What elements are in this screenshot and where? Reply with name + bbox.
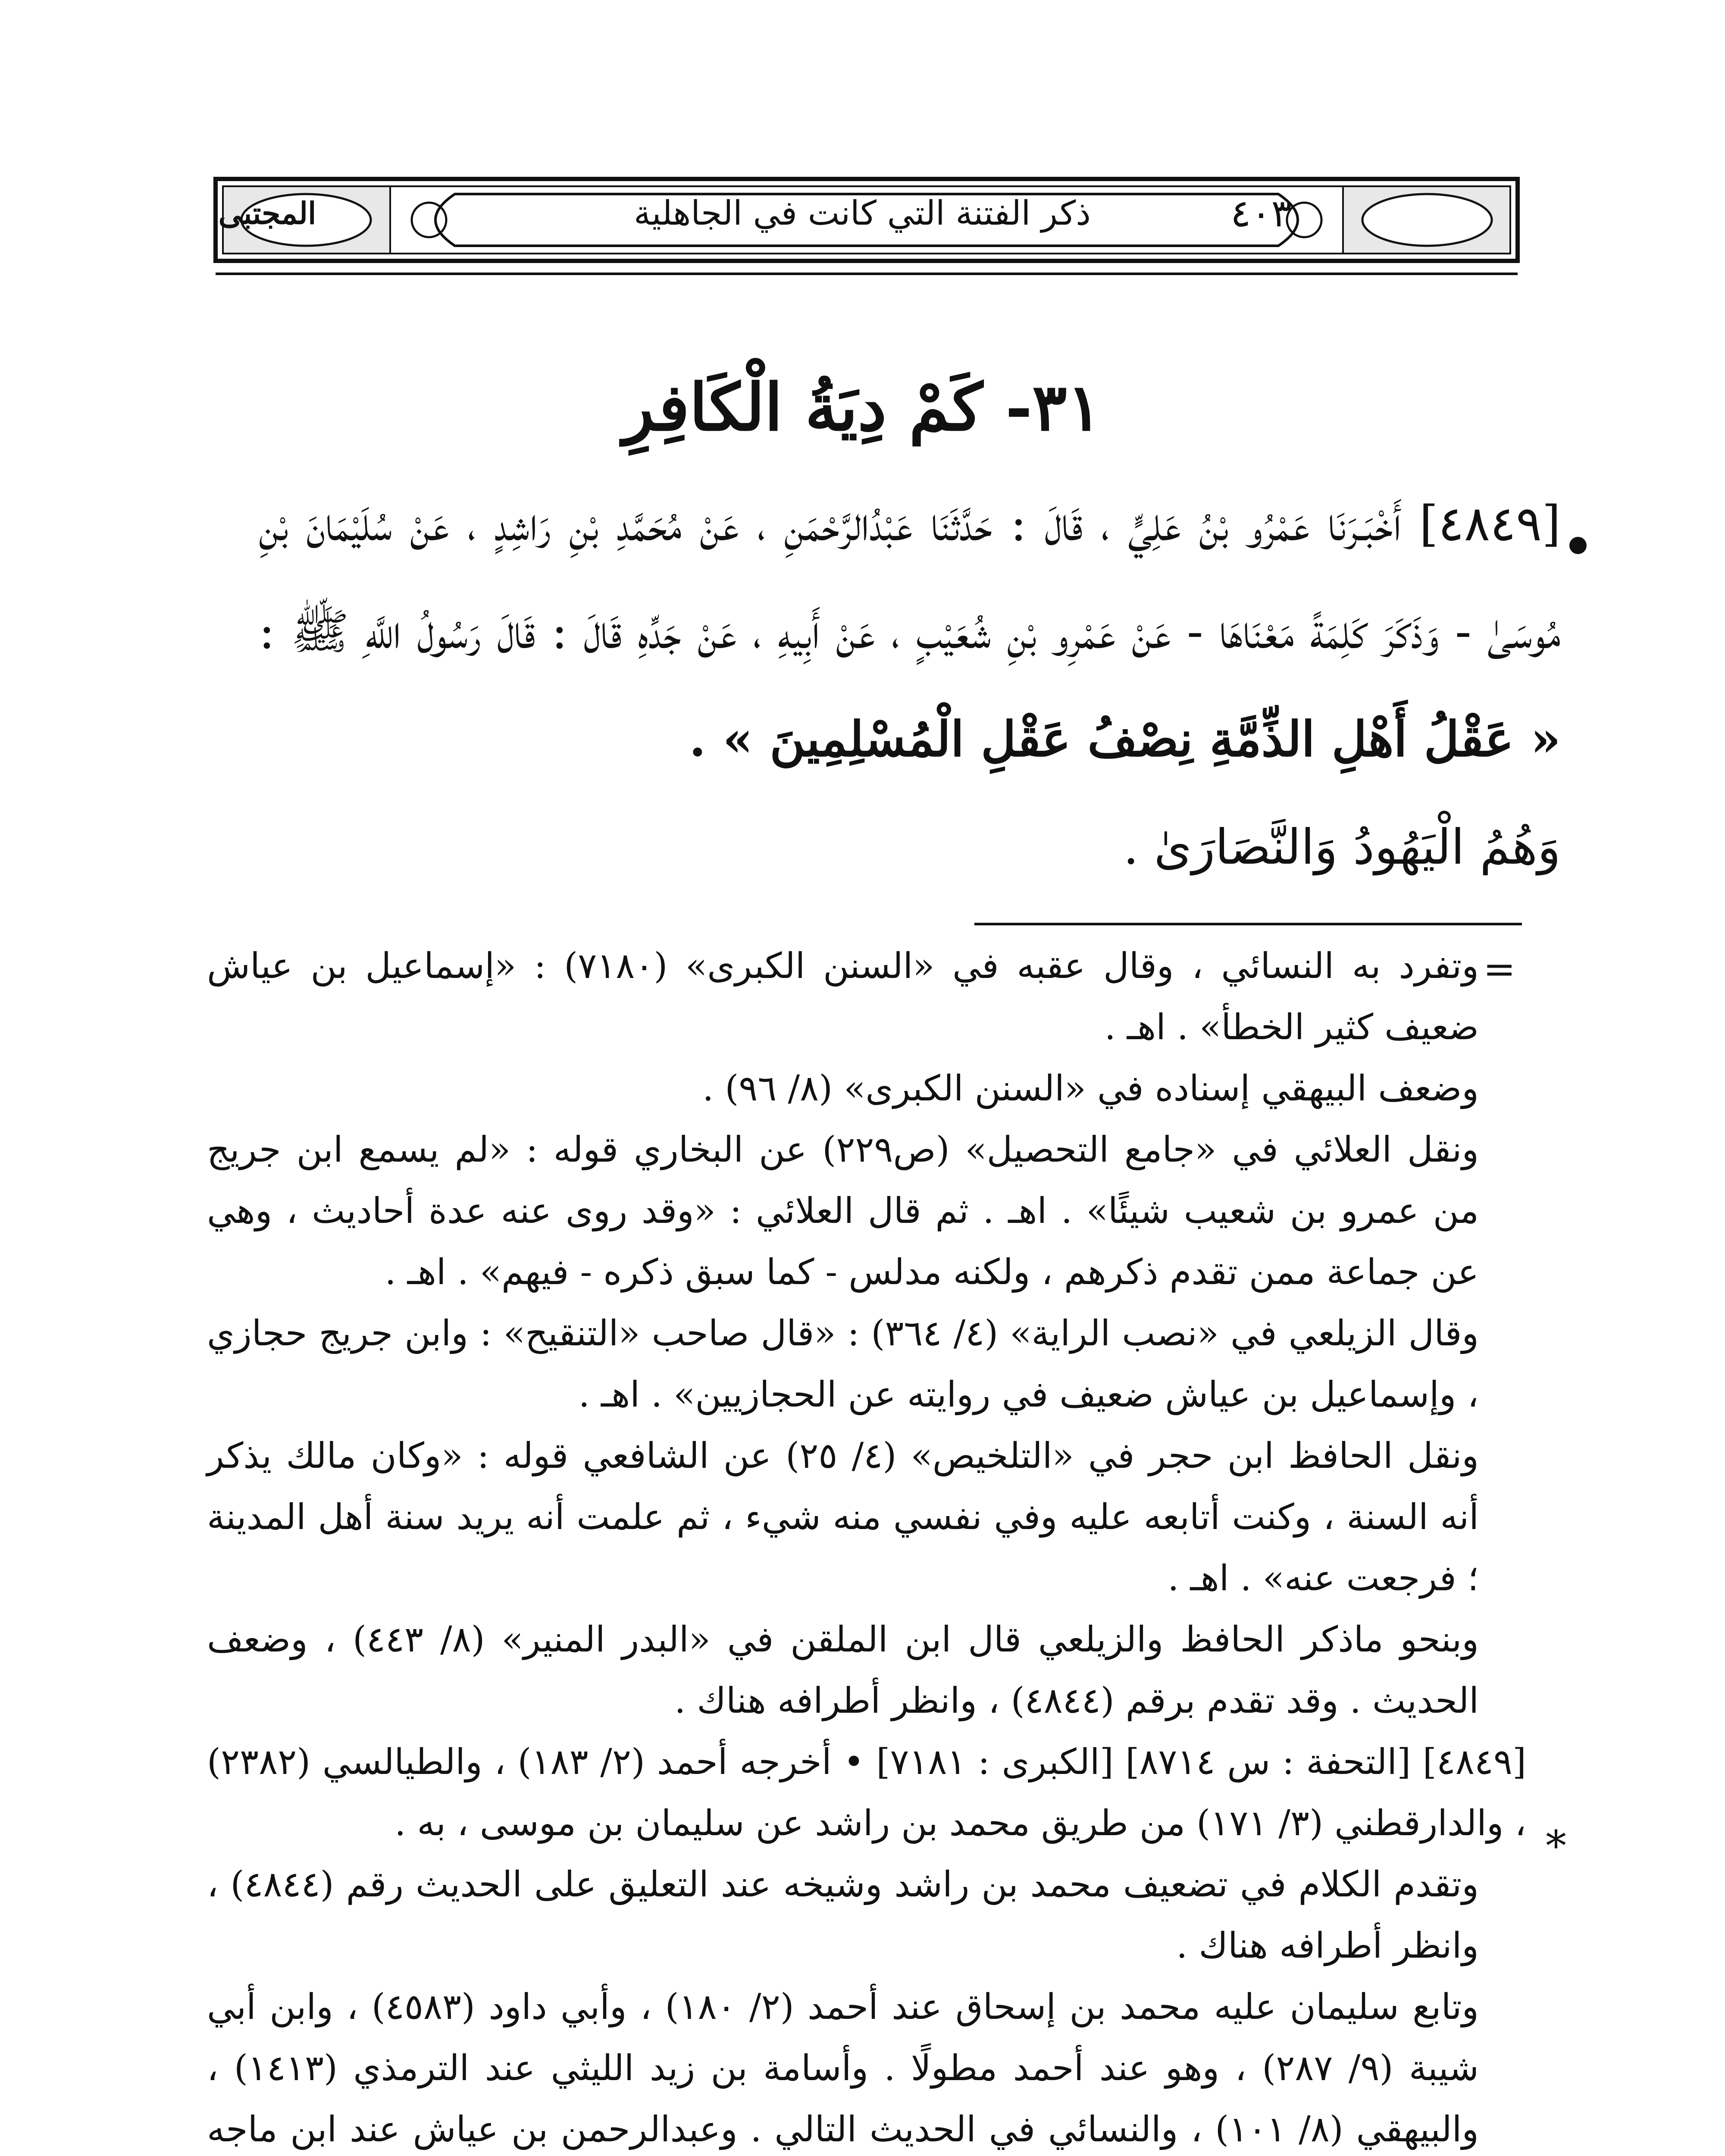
hadith-closing: وَهُمُ الْيَهُودُ وَالنَّصَارَىٰ . xyxy=(1123,819,1561,875)
footnote-paragraph: وتفرد به النسائي ، وقال عقبه في «السنن الكبرى» (٧١٨٠) : «إسماعيل بن عياش ضعيف كثير الخطأ» . اهـ . xyxy=(207,946,1479,1048)
footnote-paragraph: ونقل الحافظ ابن حجر في «التلخيص» (٤/ ٢٥) عن الشافعي قوله : «وكان مالك يذكر أنه السنة ، وكنت أتابعه عليه وفي نفسي منه شيء ، ثم علمت أنه يريد سنة أهل المدينة ؛ فرجعت عنه» . اهـ . xyxy=(207,1435,1479,1599)
hadith-quote: « عَقْلُ أَهْلِ الذِّمَّةِ نِصْفُ عَقْلِ الْمُسْلِمِينَ » . xyxy=(689,711,1561,768)
footnote-paragraph: وبنحو ماذكر الحافظ والزيلعي قال ابن الملقن في «البدر المنير» (٨/ ٤٤٣) ، وضعف الحديث . وقد تقدم برقم (٤٨٤٤) ، وانظر أطرافه هناك . xyxy=(207,1619,1479,1721)
hadith-line: [٤٨٤٩] أَخْبَـرَنَا عَمْرُو بْنُ عَلِيٍّ ، قَالَ : حَدَّثَنَا عَبْدُالرَّحْمَنِ ، عَنْ مُحَمَّدِ بْنِ رَاشِدٍ ، xyxy=(467,496,1561,552)
hadith-line: جَدِّهِ قَالَ : قَالَ رَسُولُ اللَّهِ ﷺ : xyxy=(259,604,682,660)
book-logo: المجتبى xyxy=(218,195,316,231)
continuation-mark: = xyxy=(1483,946,1516,992)
footnote-paragraph: ونقل العلائي في «جامع التحصيل» (ص٢٢٩) عن البخاري قوله : «لم يسمع ابن جريج من عمرو بن شعيب شيئًا» . اهـ . ثم قال العلائي : «وقد روى عنه عدة أحاديث ، وهي عن جماعة ممن تقدم ذكرهم ، ولكنه مدلس - كما سبق ذكره - فيهم» . اهـ . xyxy=(207,1129,1479,1293)
page-number: ٤٠٣ xyxy=(1230,191,1292,235)
hadith-text xyxy=(259,470,1561,901)
chapter-title: ٣١- كَمْ دِيَةُ الْكَافِرِ xyxy=(623,370,1102,445)
running-title: ذكر الفتنة التي كانت في الجاهلية xyxy=(633,194,1091,233)
footnote-paragraph: وقال الزيلعي في «نصب الراية» (٤/ ٣٦٤) : «قال صاحب «التنقيح» : وابن جريج حجازي ، وإسماعيل بن عياش ضعيف في روايته عن الحجازيين» . اهـ . xyxy=(207,1313,1479,1415)
takhrij-paragraph: وتابع سليمان عليه محمد بن إسحاق عند أحمد (٢/ ١٨٠) ، وأبي داود (٤٥٨٣) ، وابن أبي شيبة (٩/ ٢٨٧) ، وهو عند أحمد مطولًا . وأسامة بن زيد الليثي عند الترمذي (١٤١٣) ، والبيهقي (٨/ ١٠١) ، والنسائي في الحديث التالي . وعبدالرحمن بن عياش عند ابن ماجه xyxy=(207,1987,1479,2150)
takhrij-paragraph: وتقدم الكلام في تضعيف محمد بن راشد وشيخه عند التعليق على الحديث رقم (٤٨٤٤) ، وانظر أطرافه هناك . xyxy=(207,1864,1479,1966)
footnotes xyxy=(207,936,1526,2156)
footnote-paragraph: وضعف البيهقي إسناده في «السنن الكبرى» (٨/ ٩٦) . xyxy=(702,1068,1479,1109)
takhrij-star-icon: * xyxy=(1546,1822,1566,1870)
footnote-divider xyxy=(974,923,1522,925)
hadith-bullet-icon xyxy=(1569,537,1587,554)
hadith-line: عَنْ سُلَيْمَانَ بْنِ مُوسَىٰ - وَذَكَرَ كَلِمَةً مَعْنَاهَا - عَنْ عَمْرِو بْنِ شُعَيْبٍ ، عَنْ أَبِيهِ ، عَنْ xyxy=(259,496,1561,660)
takhrij-paragraph: [٤٨٤٩] [التحفة : س ٨٧١٤] [الكبرى : ٧١٨١] • أخرجه أحمد (٢/ ١٨٣) ، والطيالسي (٢٣٨٢) ، والدارقطني (٣/ ١٧١) من طريق محمد بن راشد عن سليمان بن موسى ، به . xyxy=(207,1742,1526,1844)
